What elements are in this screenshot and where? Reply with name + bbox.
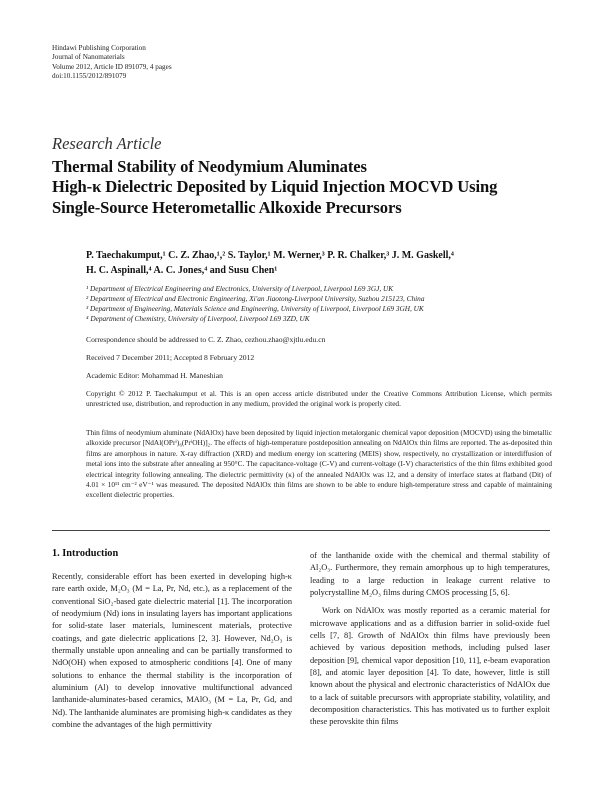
title-line: Thermal Stability of Neodymium Aluminates [52,157,367,176]
author-list [86,249,566,278]
publisher-name: Hindawi Publishing Corporation [52,44,146,52]
academic-editor: Academic Editor: Mohammad H. Maneshian [86,371,223,380]
journal-name: Journal of Nanomaterials [52,53,125,62]
article-type: Research Article [52,134,162,153]
body-column-right [310,550,550,729]
authors-line: P. Taechakumput,¹ C. Z. Zhao,¹,² S. Taylor,¹ M. Werner,³ P. R. Chalker,³ J. M. Gaskell,⁴ [86,250,454,261]
copyright-notice: Copyright © 2012 P. Taechakumput et al. This is an open access article distributed under the Creative Commons Attribution License, which permits unrestricted use, distribution, and reproduction in any medium, provided the original work is properly cited. [86,389,552,409]
correspondence: Correspondence should be addressed to C. Z. Zhao, cezhou.zhao@xjtlu.edu.cn [86,335,326,344]
affiliation: ² Department of Electrical and Electronic Engineering, Xi'an Jiaotong-Liverpool University, Suzhou 215123, China [86,294,425,304]
affiliations [86,284,566,324]
doi[interactable]: doi:10.1155/2012/891079 [52,72,127,81]
article-title [52,157,552,218]
body-paragraph: Work on NdAlOx was mostly reported as a ceramic material for microwave applications and as a diffusion barrier in solid-oxide fuel cells [7, 8]. Growth of NdAlOx thin films have previously been achieved by various deposition methods, including pulsed laser deposition [9], chemical vapor deposition [10, 11], e-beam evaporation [8], and atomic layer deposition [4]. To date, however, little is still known about the physical and electronic characteristics of NdAlOx due to a lack of suitable precursors with appropriate stability, volatility, and decomposition characteristics. This has motivated us to further exploit these perovskite thin films [310,606,550,727]
title-line: High-κ Dielectric Deposited by Liquid Injection MOCVD Using [52,177,498,197]
authors-line: H. C. Aspinall,⁴ A. C. Jones,⁴ and Susu Chen¹ [86,264,278,276]
section-divider [52,530,550,531]
affiliation: ³ Department of Engineering, Materials Science and Engineering, University of Liverpool, Liverpool L69 3GH, UK [86,304,424,314]
publication-info [52,44,172,82]
section-heading: 1. Introduction [52,548,119,559]
body-paragraph: Recently, considerable effort has been exerted in developing high-κ rare earth oxide, M₂O₃ (M = La, Pr, Nd, etc.), as a replacement of the conventional SiO₂-based gate dielectric material [1]. The incorporation of neodymium (Nd) ions in insulating layers has important applications for solid-state laser materials, luminescent materials, protective coatings, and gate dielectric applications [2, 3]. However, Nd₂O₃ is thermally unstable upon annealing and can be partially transformed to NdO(OH) when exposed to atmospheric conditions [4]. One of many solutions to enhance the thermal stability is the incorporation of aluminium (Al) to develop innovative multifunctional advanced lanthanide-aluminates-based ceramics, MAlO₃ (M = La, Pr, Gd, and Nd). The lanthanide aluminates are promising high-κ candidates as they combine the advantages of the high permittivity [52,572,292,730]
abstract: Thin films of neodymium aluminate (NdAlOx) have been deposited by liquid injection metalorganic chemical vapor deposition (MOCVD) using the bimetallic alkoxide precursor [NdAl(OPrⁱ)₆(PrⁱOH)]₂. The effects of high-temperature postdeposition annealing on NdAlOx thin films are reported. The as-deposited thin films are amorphous in nature. X-ray diffraction (XRD) and medium energy ion scattering (MEIS) show, respectively, no crystallization or interdiffusion of metal ions into the substrate after annealing at 950°C. The capacitance-voltage (C-V) and current-voltage (I-V) characteristics of the thin films exhibited good electrical integrity following annealing. The dielectric permittivity (κ) of the annealed NdAlOx was 12, and a density of interface states at flatband (Dit) of 4.01 × 10¹¹ cm⁻² eV⁻¹ was measured. The deposited NdAlOx thin films are shown to be able to endure high-temperature stress and capable of maintaining excellent dielectric properties. [86,428,552,500]
body-paragraph: of the lanthanide oxide with the chemical and thermal stability of Al₂O₃. Furthermore, they remain amorphous up to high temperatures, leading to a large reduction in leakage current relative to polycrystalline M₂O₃ films during CMOS processing [5, 6]. [310,551,550,598]
volume-info: Volume 2012, Article ID 891079, 4 pages [52,62,172,71]
title-line: Single-Source Heterometallic Alkoxide Precursors [52,197,402,217]
affiliation: ⁴ Department of Chemistry, University of Liverpool, Liverpool L69 3ZD, UK [86,314,310,324]
body-column-left [52,571,292,731]
received-accepted-dates: Received 7 December 2011; Accepted 8 February 2012 [86,353,255,362]
affiliation: ¹ Department of Electrical Engineering and Electronics, University of Liverpool, Liverpool L69 3GJ, UK [86,284,394,293]
